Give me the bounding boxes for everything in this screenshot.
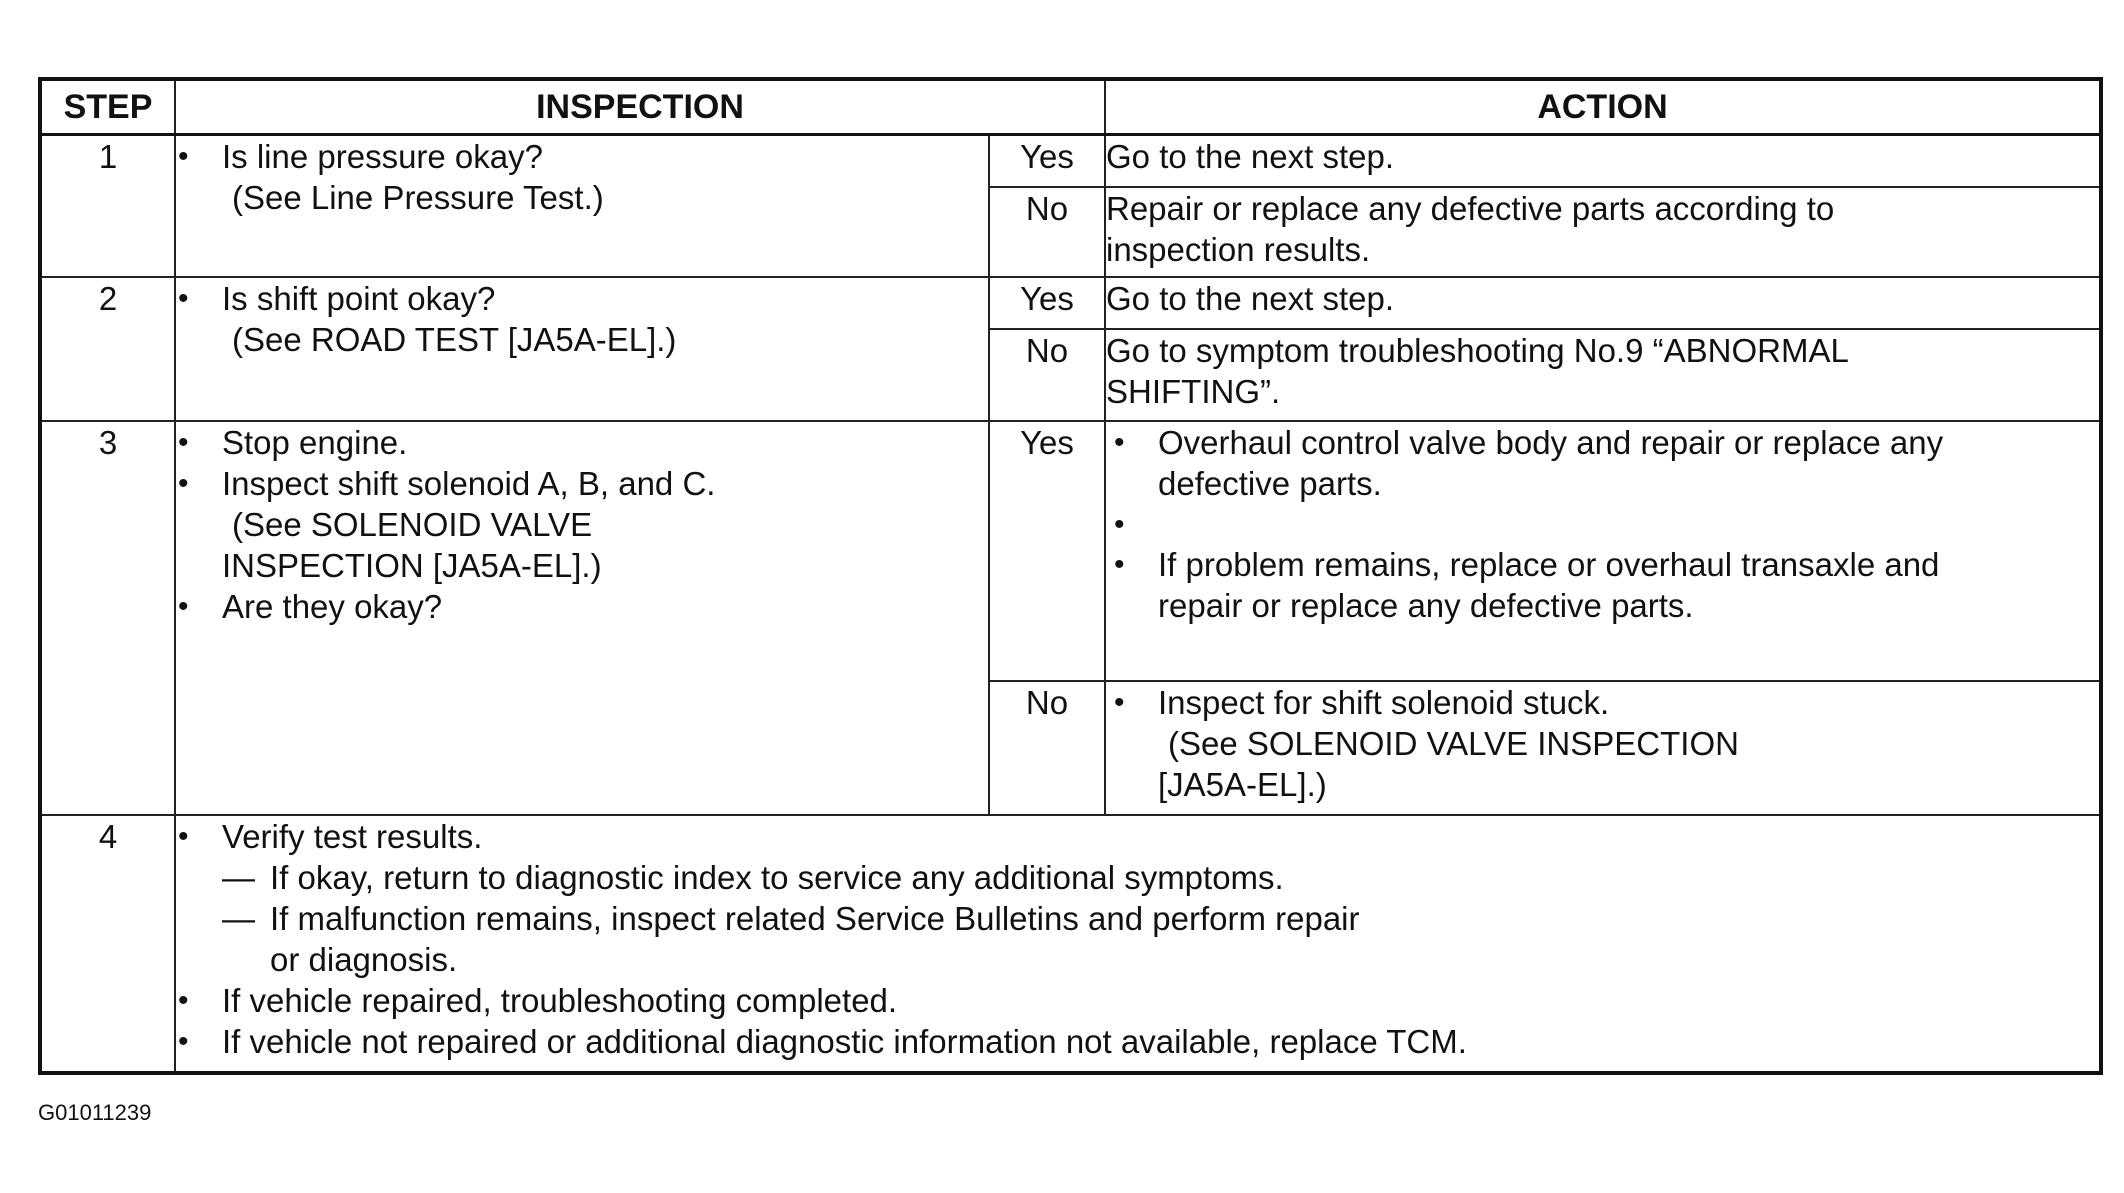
yes-action: Go to the next step. bbox=[1105, 277, 2101, 329]
step-number: 4 bbox=[40, 815, 175, 1073]
action-item: • If problem remains, replace or overhaul transaxle and repair or replace any defective parts. bbox=[1112, 544, 2099, 626]
yes-action bbox=[1105, 421, 2101, 681]
step-number: 1 bbox=[40, 135, 175, 277]
table-row bbox=[40, 815, 2101, 1073]
inspection-cell bbox=[175, 135, 989, 277]
spacer bbox=[1112, 504, 2099, 544]
diagnosis-table bbox=[38, 77, 2103, 1075]
header-step: STEP bbox=[40, 79, 175, 135]
no-action: Go to symptom troubleshooting No.9 “ABNORMAL SHIFTING”. bbox=[1105, 329, 2101, 421]
step-number: 3 bbox=[40, 421, 175, 815]
inspection-item: • Is line pressure okay? (See Line Pressure Test.) bbox=[176, 136, 988, 218]
no-label: No bbox=[989, 681, 1105, 815]
yes-label: Yes bbox=[989, 135, 1105, 187]
no-action bbox=[1105, 681, 2101, 815]
inspection-item: • Is shift point okay? (See ROAD TEST [JA5A-EL].) bbox=[176, 278, 988, 360]
inspection-cell bbox=[175, 421, 989, 815]
yes-label: Yes bbox=[989, 277, 1105, 329]
header-inspection: INSPECTION bbox=[175, 79, 1105, 135]
inspection-item: • Stop engine. bbox=[176, 422, 988, 463]
yes-action: Go to the next step. bbox=[1105, 135, 2101, 187]
inspection-item: • Inspect shift solenoid A, B, and C. (See SOLENOID VALVE INSPECTION [JA5A-EL].) bbox=[176, 463, 988, 586]
no-label: No bbox=[989, 187, 1105, 277]
action-item: • Overhaul control valve body and repair or replace any defective parts. bbox=[1112, 422, 2099, 504]
no-action: Repair or replace any defective parts according to inspection results. bbox=[1105, 187, 2101, 277]
header-row bbox=[40, 79, 2101, 135]
inspection-cell bbox=[175, 815, 2101, 1073]
table-row bbox=[40, 135, 2101, 187]
em-dash: — bbox=[222, 899, 255, 937]
header-action: ACTION bbox=[1105, 79, 2101, 135]
figure-code: G01011239 bbox=[38, 1100, 152, 1125]
table-row bbox=[40, 421, 2101, 681]
inspection-item: • Are they okay? bbox=[176, 586, 988, 627]
table-row bbox=[40, 277, 2101, 329]
inspection-item: • If vehicle repaired, troubleshooting completed. bbox=[176, 980, 2099, 1021]
em-dash: — bbox=[222, 858, 255, 896]
inspection-item: • Verify test results. — If okay, return to diagnostic index to service any additional symptoms. — If malfunction remains, inspect related Service Bulletins and perform repair or diagnosis. bbox=[176, 816, 2099, 980]
inspection-cell bbox=[175, 277, 989, 421]
step-number: 2 bbox=[40, 277, 175, 421]
action-item: • Inspect for shift solenoid stuck. (See SOLENOID VALVE INSPECTION [JA5A-EL].) bbox=[1112, 682, 2099, 805]
inspection-item: • If vehicle not repaired or additional diagnostic information not available, replace TCM. bbox=[176, 1021, 2099, 1062]
yes-label: Yes bbox=[989, 421, 1105, 681]
no-label: No bbox=[989, 329, 1105, 421]
